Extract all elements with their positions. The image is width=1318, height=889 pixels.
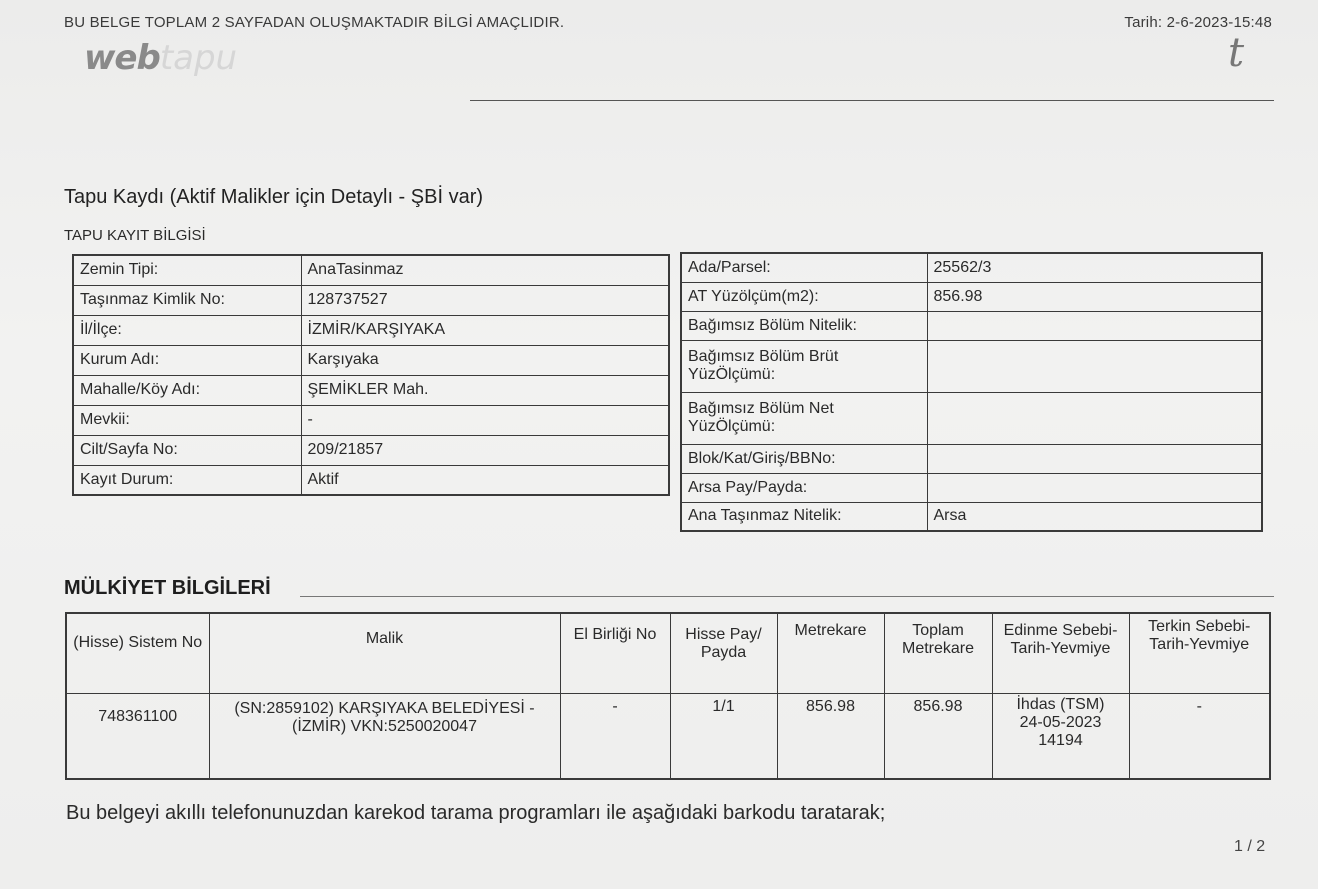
column-header: Metrekare	[777, 613, 884, 693]
field-label: Cilt/Sayfa No:	[73, 435, 301, 465]
field-value: 128737527	[301, 285, 669, 315]
record-info-table-left	[72, 254, 670, 496]
share-cell: 1/1	[670, 693, 777, 779]
section-divider	[300, 596, 1274, 597]
field-value	[927, 340, 1262, 392]
joint-ownership-cell: -	[560, 693, 670, 779]
table-row	[73, 465, 669, 495]
column-header: Terkin Sebebi-Tarih-Yevmiye	[1129, 613, 1270, 693]
field-label: Taşınmaz Kimlik No:	[73, 285, 301, 315]
ownership-section-title: MÜLKİYET BİLGİLERİ	[64, 577, 271, 599]
field-value: 209/21857	[301, 435, 669, 465]
table-row	[73, 345, 669, 375]
print-date: Tarih: 2-6-2023-15:48	[1124, 14, 1272, 31]
field-label: Arsa Pay/Payda:	[681, 473, 927, 502]
page-notice: BU BELGE TOPLAM 2 SAYFADAN OLUŞMAKTADIR BİLGİ AMAÇLIDIR.	[64, 14, 565, 31]
table-row	[73, 255, 669, 285]
column-header: Toplam Metrekare	[884, 613, 992, 693]
field-label: Mevkii:	[73, 405, 301, 435]
table-row	[73, 315, 669, 345]
field-label: Mahalle/Köy Adı:	[73, 375, 301, 405]
logo-brand-faded: tapu	[159, 38, 238, 78]
tkgm-mark-icon: t	[1228, 30, 1245, 76]
table-row	[681, 282, 1262, 311]
field-value	[927, 392, 1262, 444]
field-value	[927, 444, 1262, 473]
field-label: Ada/Parsel:	[681, 253, 927, 282]
column-header: Edinme Sebebi-Tarih-Yevmiye	[992, 613, 1129, 693]
table-row	[681, 473, 1262, 502]
ownership-table	[65, 612, 1271, 780]
table-row	[681, 340, 1262, 392]
field-value: Karşıyaka	[301, 345, 669, 375]
qr-instruction-text: Bu belgeyi akıllı telefonunuzdan karekod tarama programları ile aşağıdaki barkodu taratarak;	[66, 802, 886, 824]
acquisition-cell: İhdas (TSM) 24-05-2023 14194	[992, 693, 1129, 779]
page-number: 1 / 2	[1234, 838, 1266, 855]
field-label: Kayıt Durum:	[73, 465, 301, 495]
header-divider	[470, 100, 1274, 101]
table-row	[681, 392, 1262, 444]
system-no-cell: 748361100	[66, 693, 209, 779]
field-value: 856.98	[927, 282, 1262, 311]
area-cell: 856.98	[777, 693, 884, 779]
record-info-table-right	[680, 252, 1263, 532]
table-row	[73, 435, 669, 465]
field-value: -	[301, 405, 669, 435]
field-label: Bağımsız Bölüm Nitelik:	[681, 311, 927, 340]
field-label: Zemin Tipi:	[73, 255, 301, 285]
table-row	[73, 285, 669, 315]
logo-brand: web	[84, 38, 160, 78]
field-value: ŞEMİKLER Mah.	[301, 375, 669, 405]
field-label: AT Yüzölçüm(m2):	[681, 282, 927, 311]
owner-cell: (SN:2859102) KARŞIYAKA BELEDİYESİ - (İZMİR) VKN:5250020047	[209, 693, 560, 779]
field-value: İZMİR/KARŞIYAKA	[301, 315, 669, 345]
section-subtitle: TAPU KAYIT BİLGİSİ	[64, 227, 206, 244]
field-value: Aktif	[301, 465, 669, 495]
field-value: 25562/3	[927, 253, 1262, 282]
table-row	[681, 444, 1262, 473]
column-header: Malik	[209, 613, 560, 693]
column-header: El Birliği No	[560, 613, 670, 693]
field-value: AnaTasinmaz	[301, 255, 669, 285]
document-title: Tapu Kaydı (Aktif Malikler için Detaylı - ŞBİ var)	[64, 186, 484, 208]
cancellation-cell: -	[1129, 693, 1270, 779]
field-label: Bağımsız Bölüm Net YüzÖlçümü:	[681, 392, 927, 444]
webtapu-logo	[84, 38, 237, 78]
table-row	[73, 375, 669, 405]
table-header-row	[66, 613, 1270, 693]
table-row	[681, 502, 1262, 531]
field-value	[927, 473, 1262, 502]
table-row	[681, 311, 1262, 340]
column-header: (Hisse) Sistem No	[66, 613, 209, 693]
field-label: Blok/Kat/Giriş/BBNo:	[681, 444, 927, 473]
field-label: İl/İlçe:	[73, 315, 301, 345]
total-area-cell: 856.98	[884, 693, 992, 779]
table-row	[66, 693, 1270, 779]
field-value: Arsa	[927, 502, 1262, 531]
field-value	[927, 311, 1262, 340]
column-header: Hisse Pay/ Payda	[670, 613, 777, 693]
field-label: Bağımsız Bölüm Brüt YüzÖlçümü:	[681, 340, 927, 392]
table-row	[681, 253, 1262, 282]
table-row	[73, 405, 669, 435]
field-label: Kurum Adı:	[73, 345, 301, 375]
field-label: Ana Taşınmaz Nitelik:	[681, 502, 927, 531]
